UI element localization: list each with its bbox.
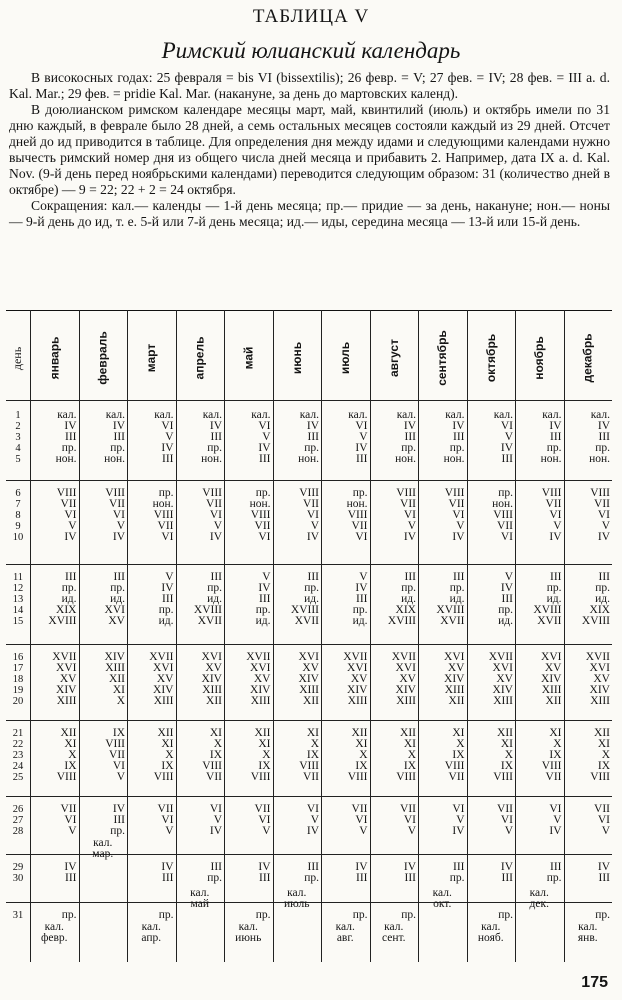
day-cell: III пр. <box>546 862 562 884</box>
calends-note: кал. февр. <box>40 922 68 944</box>
day-column-header: день <box>10 346 25 370</box>
day-cell: кал. IV III пр. нон. <box>443 410 465 465</box>
day-cell: XII XI X IX VIII <box>493 728 513 783</box>
day-cell: XVII XVI XV XIV XIII <box>585 652 610 707</box>
day-numbers: 26 27 28 <box>12 804 24 837</box>
calends-note: кал. сент. <box>381 922 406 944</box>
day-cell: VIII VII VI V IV <box>590 488 610 543</box>
calends-note: кал. янв. <box>577 922 598 944</box>
day-cell: IV III <box>597 862 610 884</box>
month-header: август <box>386 339 401 377</box>
column-rule <box>418 310 419 962</box>
day-cell: VI V IV <box>306 804 319 837</box>
calends-note: кал. мар. <box>92 838 114 860</box>
day-cell: XVI XV XIV XIII XII <box>444 652 465 707</box>
day-numbers: 11 12 13 14 15 <box>12 572 24 627</box>
day-cell: V IV III пр. ид. <box>352 572 368 627</box>
calends-note: кал. июнь <box>235 922 262 944</box>
day-cell: XVII XVI XV XIV XIII <box>343 652 368 707</box>
calends-note: кал. июль <box>284 888 310 910</box>
day-cell: пр. <box>158 910 174 921</box>
day-numbers: 21 22 23 24 25 <box>12 728 24 783</box>
day-cell: III пр. ид. XIX XVIII <box>387 572 416 627</box>
day-cell: IV III пр. <box>110 804 125 837</box>
page-title: Римский юлианский календарь <box>161 38 461 63</box>
table-header-rule <box>6 400 612 401</box>
day-cell: пр. нон. VIII VII VI <box>249 488 271 543</box>
day-cell: VII VI V <box>594 804 610 837</box>
day-cell: IV III <box>403 862 416 884</box>
month-header: май <box>241 346 256 370</box>
day-numbers: 16 17 18 19 20 <box>12 652 24 707</box>
day-cell: пр. <box>595 910 610 921</box>
column-rule <box>224 310 225 962</box>
column-rule <box>176 310 177 962</box>
day-cell: VII VI V <box>351 804 368 837</box>
day-cell: кал. IV III пр. нон. <box>540 410 562 465</box>
day-cell: кал. IV III пр. нон. <box>201 410 222 465</box>
day-cell: кал. IV III пр. нон. <box>298 410 319 465</box>
day-cell: кал. VI V IV III <box>493 410 513 465</box>
month-header: март <box>144 343 159 373</box>
day-cell: III пр. ид. XVIII XVII <box>533 572 562 627</box>
month-header: ноябрь <box>532 336 547 380</box>
column-rule <box>370 310 371 962</box>
day-numbers: 6 7 8 9 10 <box>12 488 24 543</box>
day-cell: пр. нон. VIII VII VI <box>152 488 174 543</box>
day-cell: V IV III пр. ид. <box>158 572 174 627</box>
day-cell: кал. IV III пр. нон. <box>589 410 610 465</box>
day-cell: VIII VII VI V IV <box>444 488 465 543</box>
day-cell: пр. <box>255 910 271 921</box>
day-cell: VIII VII VI V IV <box>56 488 77 543</box>
day-cell: III пр. <box>304 862 319 884</box>
day-cell: III пр. ид. XVIII XVII <box>436 572 465 627</box>
day-cell: XI X IX VIII VII <box>299 728 319 783</box>
day-cell: кал. IV III пр. нон. <box>55 410 77 465</box>
day-cell: XII XI X IX VIII <box>590 728 610 783</box>
month-header: январь <box>47 336 62 380</box>
day-cell: XVII XVI XV XIV XIII <box>391 652 416 707</box>
column-rule <box>467 310 468 962</box>
group-rule <box>6 796 612 797</box>
day-cell: VII VI V <box>497 804 513 837</box>
day-cell: кал. VI V IV III <box>348 410 368 465</box>
day-cell: VIII VII VI V IV <box>396 488 416 543</box>
day-cell <box>81 862 126 873</box>
day-cell: VI V IV <box>549 804 562 837</box>
intro-paragraph-leap: В високосных годах: 25 февраля = bis VI (bissextilis); 26 февр. = V; 27 фев. = IV; 28 фев. = III a. d. Kal. Mar.; 29 фев. = pridie Kal. Mar. (накануне, за день до мартовских календ). <box>9 70 610 101</box>
calends-note: кал. дек. <box>529 888 549 910</box>
day-cell: XII XI X IX VIII <box>56 728 77 783</box>
day-cell: IV III <box>355 862 368 884</box>
column-rule <box>79 310 80 962</box>
day-cell: III пр. ид. XIX XVIII <box>581 572 610 627</box>
day-cell: IV III <box>64 862 77 884</box>
day-cell: XVII XVI XV XIV XIII <box>149 652 174 707</box>
day-cell: пр. <box>498 910 513 921</box>
day-cell: кал. IV III пр. нон. <box>395 410 416 465</box>
day-cell: пр. <box>352 910 368 921</box>
day-numbers: 1 2 3 4 5 <box>15 410 21 465</box>
page-number: 175 <box>581 974 608 991</box>
day-cell: VII VI V <box>254 804 271 837</box>
calends-note: кал. авг. <box>335 922 355 944</box>
day-cell: III пр. ид. XIX XVIII <box>48 572 77 627</box>
day-cell: XVII XVI XV XIV XIII <box>488 652 513 707</box>
day-cell: IX VIII VII VI V <box>105 728 125 783</box>
day-cell: VII VI V <box>157 804 174 837</box>
day-cell: V IV III пр. ид. <box>255 572 271 627</box>
table-top-rule <box>6 310 612 311</box>
calends-note: кал. апр. <box>141 922 162 944</box>
column-rule <box>30 310 31 962</box>
day-numbers: 29 30 <box>12 862 24 884</box>
intro-text <box>9 70 610 230</box>
intro-paragraph-prejulian: В доюлианском римском календаре месяцы март, май, квинтилий (июль) и октябрь имели по 31 дню каждый, в феврале было 28 дней, а семь остальных месяцев состояли каждый из 29 дней. Отсчет дней до ид приводится в таблице. Для определения дня между идами и следующими календами нужно вычесть римский номер дня из общего числа дней месяца и прибавить 2. Например, дата IX a. d. Kal. Nov. (9-й день перед ноябрьскими календами) переводится следующим образом: 31 (количество дней в октябре) — 9 = 22; 22 + 2 = 24 октября. <box>9 102 610 197</box>
table-label: ТАБЛИЦА V <box>252 6 370 27</box>
day-cell: VI V IV <box>209 804 222 837</box>
day-cell: IV III <box>258 862 271 884</box>
day-numbers: 31 <box>12 910 24 921</box>
day-cell: пр. <box>61 910 77 921</box>
day-cell: VIII VII VI V IV <box>541 488 562 543</box>
day-cell: кал. VI V IV III <box>154 410 174 465</box>
day-cell: кал. VI V IV III <box>251 410 271 465</box>
day-cell: IV III <box>500 862 513 884</box>
group-rule <box>6 480 612 481</box>
day-cell: XI X IX VIII VII <box>541 728 562 783</box>
day-cell: III пр. <box>207 862 222 884</box>
month-header: сентябрь <box>435 330 450 386</box>
day-cell: пр. нон. VIII VII VI <box>346 488 368 543</box>
day-cell: VIII VII VI V IV <box>105 488 125 543</box>
column-rule <box>127 310 128 962</box>
calends-note: кал. май <box>190 888 210 910</box>
column-rule <box>321 310 322 962</box>
day-cell: XIV XIII XII XI X <box>104 652 125 707</box>
day-cell: VII VI V <box>400 804 416 837</box>
day-cell: XVII XVI XV XIV XIII <box>246 652 271 707</box>
intro-paragraph-abbreviations: Сокращения: кал.— календы — 1-й день месяца; пр.— придие — за день, накануне; нон.— ноны — 9-й день до ид, т. е. 5-й или 7-й день месяца; ид.— иды, середина месяца — 13-й или 15-й день. <box>9 198 610 229</box>
month-header: октябрь <box>483 333 498 383</box>
day-cell: VII VI V <box>60 804 77 837</box>
day-cell: кал. IV III пр. нон. <box>104 410 125 465</box>
day-cell: VIII VII VI V IV <box>202 488 222 543</box>
month-header: февраль <box>95 331 110 385</box>
day-cell: XII XI X IX VIII <box>347 728 368 783</box>
calends-note: кал. окт. <box>432 888 452 910</box>
day-cell: XII XI X IX VIII <box>153 728 174 783</box>
month-header: апрель <box>192 336 207 380</box>
column-rule <box>564 310 565 962</box>
column-rule <box>273 310 274 962</box>
day-cell: V IV III пр. ид. <box>498 572 513 627</box>
calends-note: кал. нояб. <box>477 922 504 944</box>
month-header: декабрь <box>580 333 595 383</box>
day-cell: XII XI X IX VIII <box>250 728 271 783</box>
day-cell: XVI XV XIV XIII XII <box>541 652 562 707</box>
group-rule <box>6 720 612 721</box>
month-header: июнь <box>289 341 304 375</box>
day-cell: III пр. ид. XVIII XVII <box>290 572 319 627</box>
day-cell: XI X IX VIII VII <box>202 728 222 783</box>
day-cell: XVII XVI XV XIV XIII <box>52 652 77 707</box>
month-header: июль <box>338 341 353 375</box>
day-cell: VIII VII VI V IV <box>299 488 319 543</box>
day-cell: XVI XV XIV XIII XII <box>201 652 222 707</box>
day-cell: III пр. ид. XVIII XVII <box>193 572 222 627</box>
day-cell: пр. нон. VIII VII VI <box>492 488 513 543</box>
group-rule <box>6 564 612 565</box>
calendar-table <box>6 310 612 962</box>
day-cell: III пр. <box>449 862 465 884</box>
day-cell: VI V IV <box>452 804 465 837</box>
day-cell: пр. <box>401 910 416 921</box>
day-cell: XI X IX VIII VII <box>444 728 465 783</box>
group-rule <box>6 644 612 645</box>
day-cell: XVI XV XIV XIII XII <box>298 652 319 707</box>
day-cell: III пр. ид. XVI XV <box>104 572 125 627</box>
day-cell: XII XI X IX VIII <box>396 728 416 783</box>
day-cell: IV III <box>161 862 174 884</box>
column-rule <box>515 310 516 962</box>
